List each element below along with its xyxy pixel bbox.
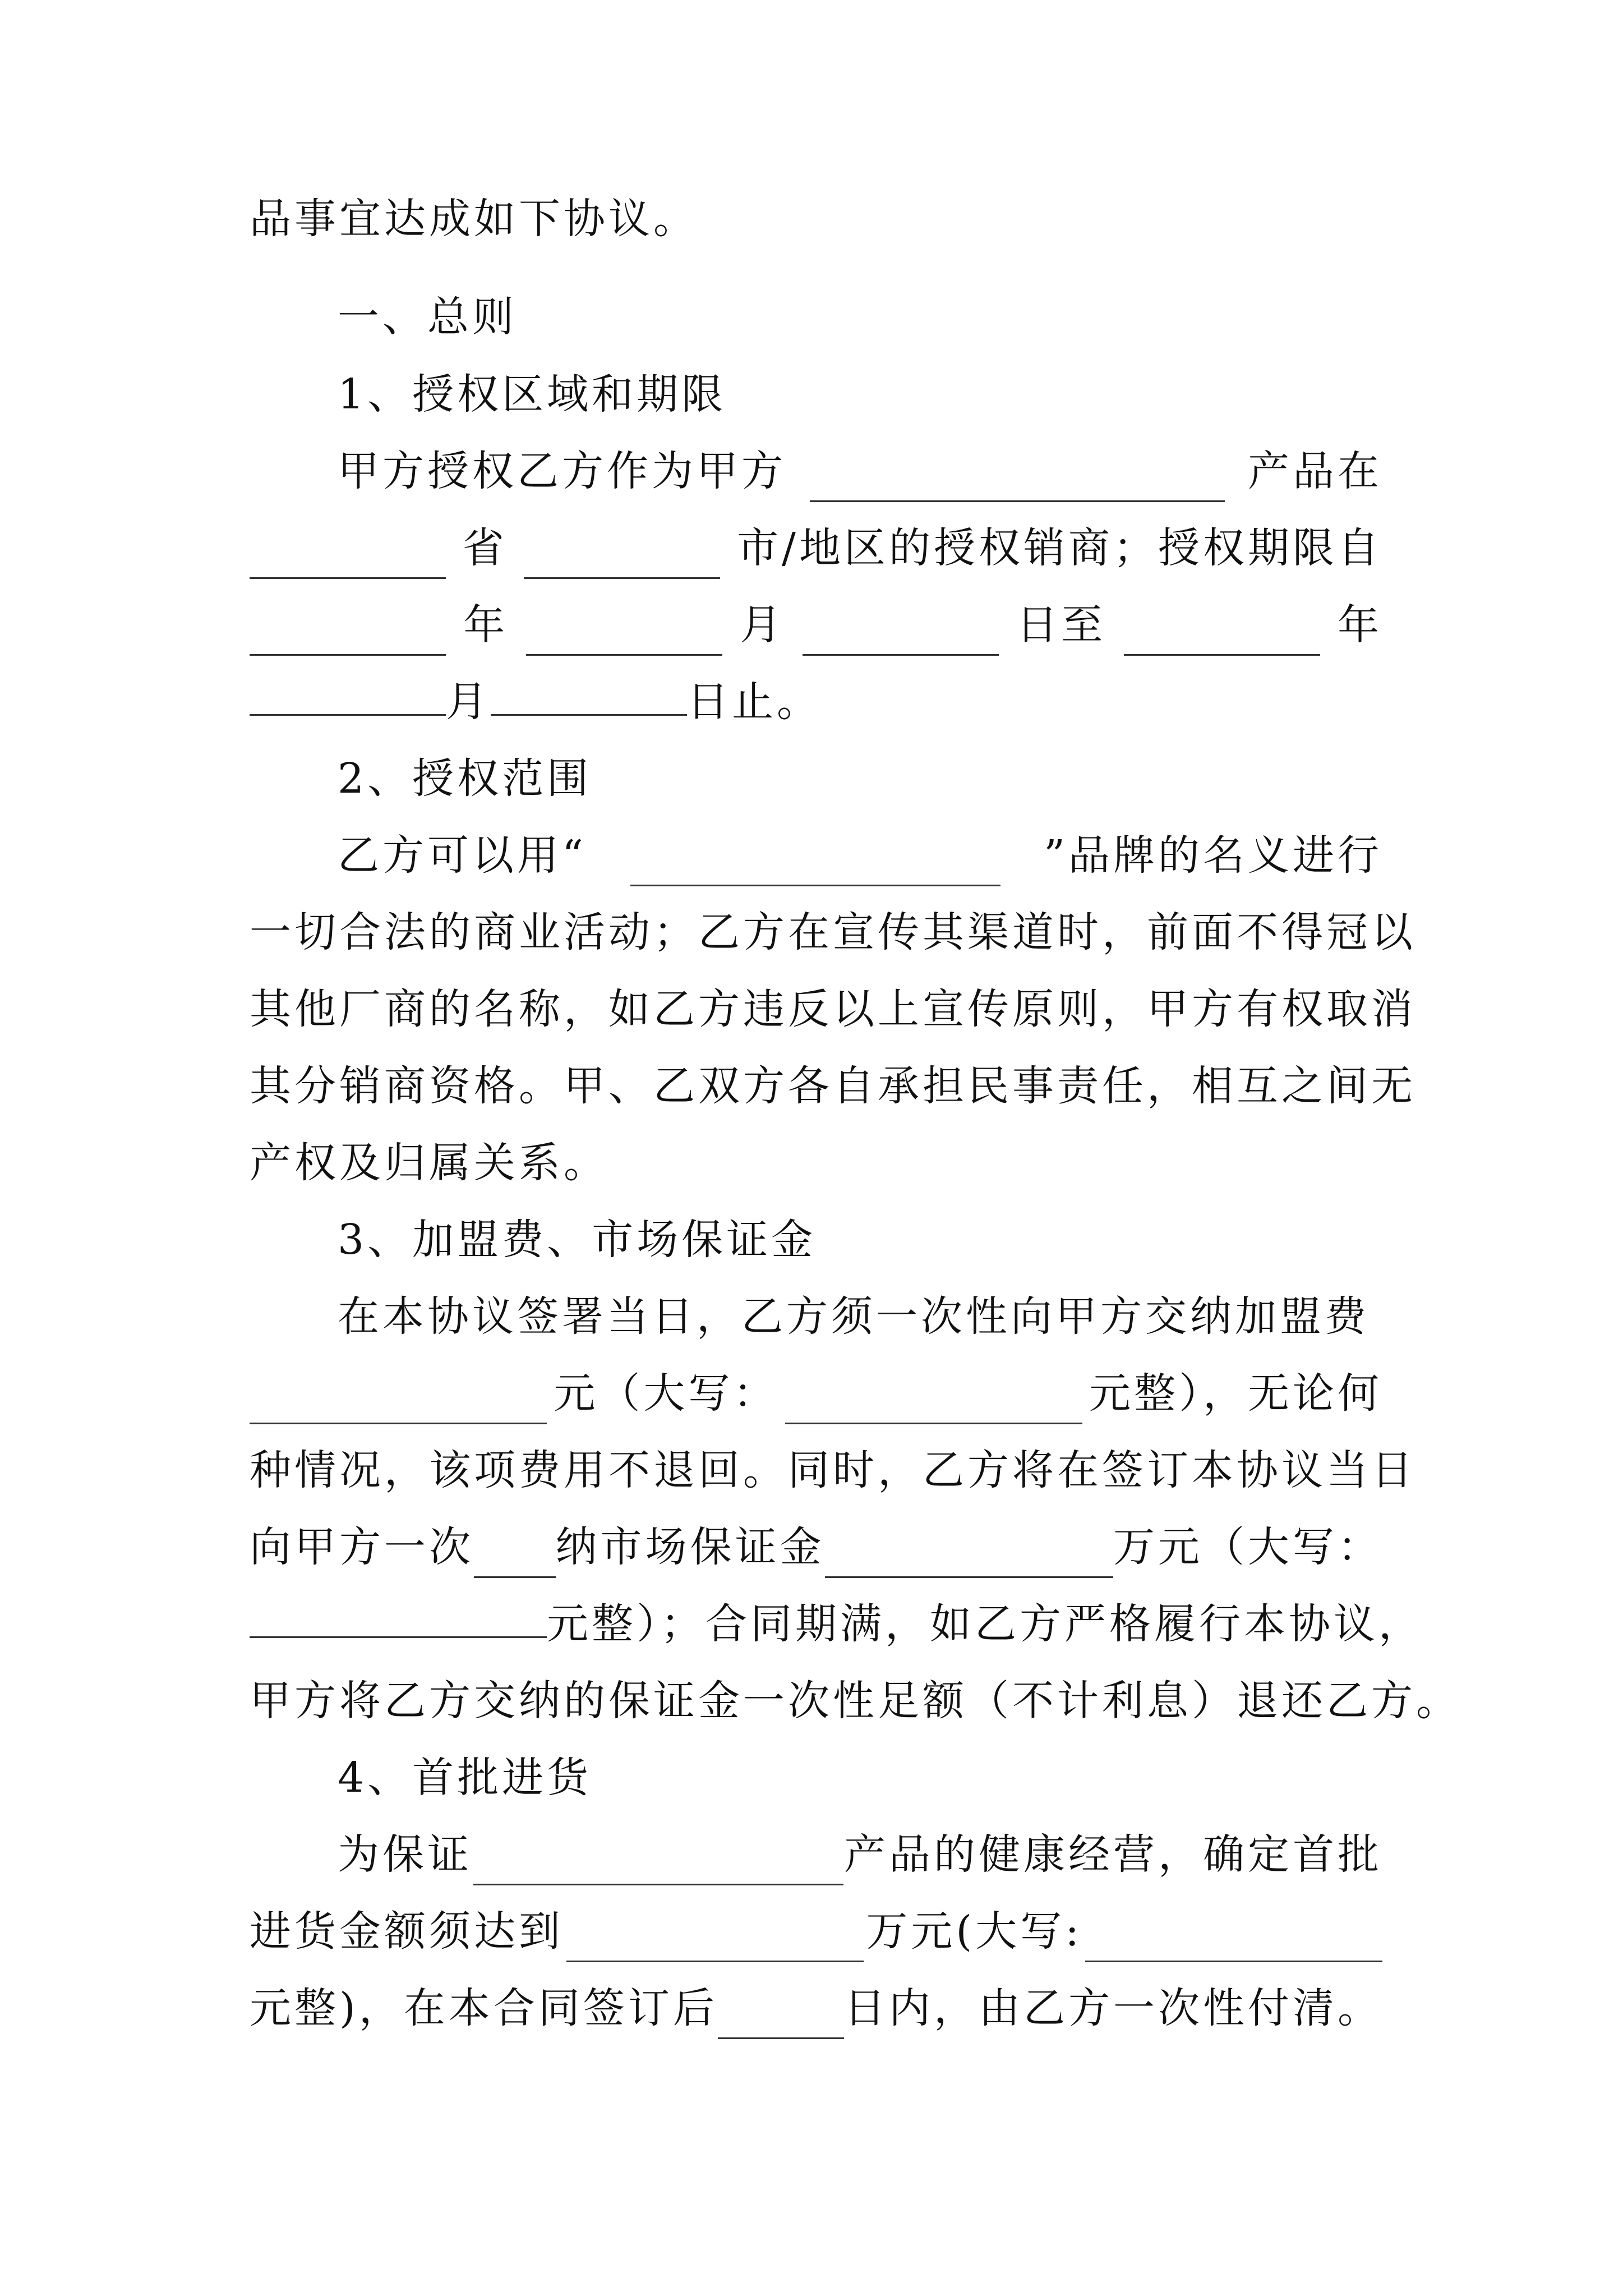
- clause-1-text: 市/地区的授权销商；授权期限自: [737, 524, 1382, 572]
- product-name-blank: [810, 461, 1225, 502]
- deposit-words-blank: [250, 1597, 547, 1638]
- province-blank: [250, 538, 446, 579]
- clause-1-line-4: [250, 671, 1382, 733]
- clause-1-line-2: [250, 517, 1382, 579]
- clause-4-text: 万元(大写:: [866, 1907, 1083, 1955]
- city-blank: [524, 538, 720, 579]
- clause-3-text: 种情况，该项费用不退回。同时，乙方将在签订本协议当日: [250, 1446, 1416, 1494]
- clause-1-heading-text: 1、授权区域和期限: [338, 370, 727, 418]
- clause-3-text: 纳市场保证金: [555, 1523, 825, 1571]
- clause-4-text: 为保证: [338, 1830, 472, 1879]
- clause-3-line-6: [250, 1670, 1461, 1732]
- clause-2-text: 其他厂商的名称，如乙方违反以上宣传原则，甲方有权取消: [250, 985, 1416, 1033]
- clause-3-text: 元整）；合同期满，如乙方严格履行本协议，: [547, 1600, 1423, 1648]
- clause-1-text: 月: [740, 601, 785, 649]
- section-heading: [338, 286, 1382, 348]
- clause-3-text: 万元（大写：: [1113, 1523, 1382, 1571]
- deposit-amount-blank: [825, 1537, 1113, 1578]
- clause-4-text: 日内，由乙方一次性付清。: [844, 1984, 1382, 2032]
- clause-3-line-4: [250, 1516, 1382, 1578]
- clause-4-heading-text: 4、首批进货: [338, 1754, 592, 1802]
- clause-3-text: 向甲方一次: [250, 1523, 474, 1571]
- clause-4-text: 产品的健康经营，确定首批: [844, 1830, 1382, 1879]
- clause-2-text: 一切合法的商业活动；乙方在宣传其渠道时，前面不得冠以: [250, 908, 1416, 956]
- brand-name-blank: [630, 845, 1000, 886]
- clause-2-text: ”品牌的名义进行: [1044, 831, 1382, 880]
- clause-2-line-3: [250, 978, 1416, 1040]
- clause-2-line-4: [250, 1055, 1416, 1117]
- clause-4-line-1: [338, 1824, 1382, 1885]
- clause-2-heading-text: 2、授权范围: [338, 754, 592, 803]
- start-day-blank: [803, 615, 999, 656]
- clause-3-heading: [338, 1209, 1382, 1271]
- clause-3-heading-text: 3、加盟费、市场保证金: [338, 1216, 817, 1264]
- clause-2-heading: [338, 748, 1382, 809]
- clause-3-text: 元（大写：: [554, 1369, 778, 1418]
- clause-1-heading: [338, 364, 1382, 425]
- clause-1-text: 甲方授权乙方作为甲方: [338, 447, 786, 495]
- start-month-blank: [526, 615, 722, 656]
- clause-1-line-3: [250, 594, 1382, 656]
- end-year-blank: [1124, 615, 1320, 656]
- clause-3-text: 在本协议签署当日，乙方须一次性向甲方交纳加盟费: [338, 1292, 1370, 1341]
- franchise-fee-blank: [250, 1383, 547, 1424]
- clause-1-text: 年: [1337, 601, 1382, 649]
- end-day-blank: [491, 675, 687, 716]
- clause-3-line-3: [250, 1439, 1416, 1501]
- product-blank: [473, 1844, 843, 1885]
- clause-1-text: 日止。: [687, 678, 822, 726]
- payment-days-blank: [718, 1998, 844, 2039]
- clause-2-text: 其分销商资格。甲、乙双方各自承担民事责任，相互之间无: [250, 1062, 1416, 1110]
- clause-4-text: 进货金额须达到: [250, 1907, 564, 1955]
- clause-3-line-2: [250, 1363, 1382, 1424]
- clause-3-text: 甲方将乙方交纳的保证金一次性足额（不计利息）退还乙方。: [250, 1677, 1461, 1725]
- first-order-amount-blank: [566, 1921, 864, 1962]
- clause-1-line-1: [338, 440, 1382, 502]
- clause-1-text: 月: [446, 678, 491, 726]
- clause-2-line-2: [250, 901, 1416, 963]
- clause-3-line-5: [250, 1593, 1423, 1655]
- clause-3-text: 元整），无论何: [1089, 1369, 1382, 1418]
- start-year-blank: [250, 615, 446, 656]
- clause-2-line-5: [250, 1132, 1382, 1194]
- clause-1-text: 省: [462, 524, 508, 572]
- franchise-fee-words-blank: [785, 1383, 1082, 1424]
- end-month-blank: [250, 675, 446, 716]
- clause-4-text: 元整)，在本合同签订后: [250, 1984, 718, 2032]
- clause-4-line-3: [250, 1977, 1382, 2039]
- section-heading-text: 一、总则: [338, 293, 517, 341]
- intro-tail-text: 品事宜达成如下协议。: [250, 195, 698, 243]
- first-order-words-blank: [1085, 1921, 1382, 1962]
- clause-2-text: 产权及归属关系。: [250, 1139, 608, 1187]
- clause-3-line-1: [338, 1286, 1382, 1347]
- clause-1-text: 产品在: [1248, 447, 1382, 495]
- intro-tail: [250, 188, 1382, 250]
- clause-2-text: 乙方可以用“: [338, 831, 587, 880]
- clause-2-line-1: [338, 825, 1382, 886]
- clause-4-heading: [338, 1747, 1382, 1809]
- clause-1-text: 年: [463, 601, 509, 649]
- payment-blank: [474, 1537, 556, 1578]
- clause-4-line-2: [250, 1901, 1382, 1962]
- clause-1-text: 日至: [1016, 601, 1106, 649]
